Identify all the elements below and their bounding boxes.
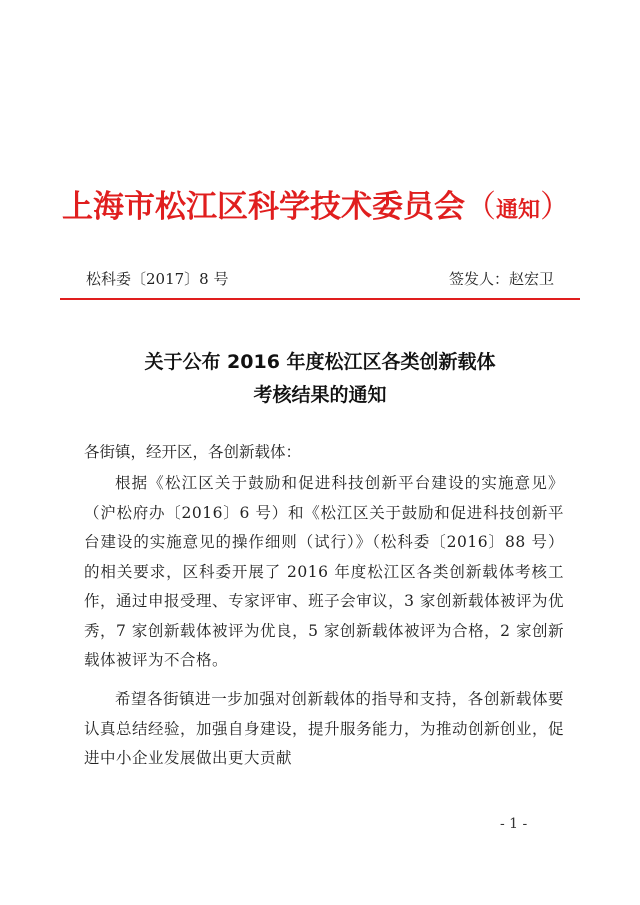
salutation: 各街镇，经开区，各创新载体： — [84, 443, 302, 461]
body-paragraph-1: 根据《松江区关于鼓励和促进科技创新平台建设的实施意见》（沪松府办〔2016〕6 号）和《松江区关于鼓励和促进科技创新平台建设的实施意见的操作细则（试行）》（松科委〔2016〕88 号）的相关要求，区科委开展了 2016 年度松江区各类创新载体考核工作，通过申报受理、专家评审、班子会审议，3 家创新载体被评为优秀，7 家创新载体被评为优良，5 家创新载体被评为合格，2 家创新载体被评为不合格。 — [84, 474, 564, 669]
document-number: 松科委〔2017〕8 号 — [86, 270, 229, 288]
page-number: - 1 - — [500, 816, 528, 832]
header-divider — [60, 298, 580, 300]
paren-close: ） — [540, 189, 572, 225]
issuing-organization: 上海市松江区科学技术委员会 — [62, 189, 465, 225]
document-title — [60, 346, 580, 412]
issuer: 签发人：赵宏卫 — [448, 270, 554, 288]
title-line-1: 关于公布 2016 年度松江区各类创新载体 — [144, 351, 496, 373]
document-meta — [86, 268, 554, 289]
title-line-2: 考核结果的通知 — [253, 384, 387, 406]
document-type: 通知 — [496, 198, 541, 223]
body-paragraph-2: 希望各街镇进一步加强对创新载体的指导和支持，各创新载体要认真总结经验，加强自身建设，提升服务能力，为推动创新创业，促进中小企业发展做出更大贡献 — [84, 690, 565, 767]
document-header — [62, 181, 582, 226]
paren-open: （ — [465, 189, 496, 225]
